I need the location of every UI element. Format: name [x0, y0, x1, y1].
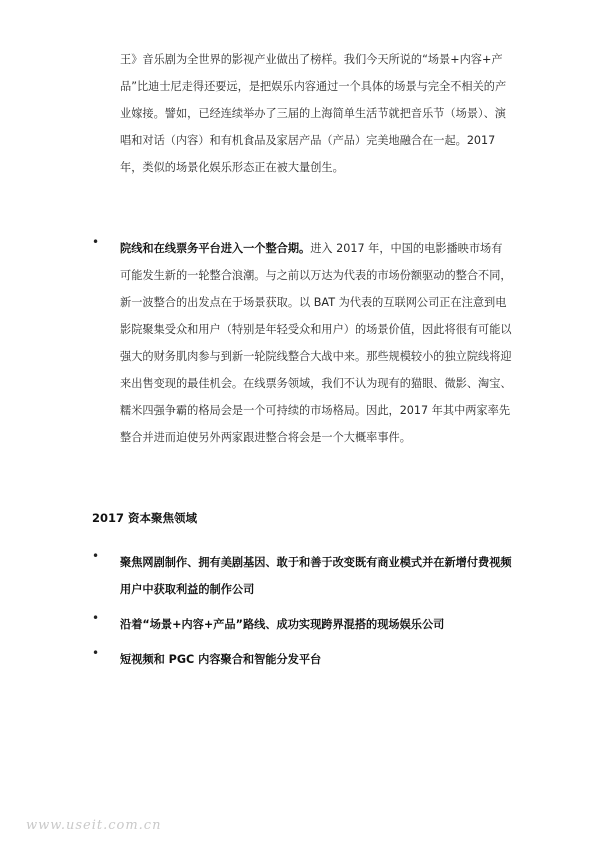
focus-item-3: 短视频和 PGC 内容聚合和智能分发平台 — [120, 653, 322, 666]
section-title: 2017 资本聚焦领域 — [92, 511, 198, 525]
focus-item-1: 聚焦网剧制作、拥有美剧基因、敢于和善于改变既有商业模式并在新增付费视频用户中获取利益的制作公司 — [120, 556, 512, 596]
continuation-paragraph: 王》音乐剧为全世界的影视产业做出了榜样。我们今天所说的“场景+内容+产品”比迪士尼走得还要远，是把娱乐内容通过一个具体的场景与完全不相关的产业嫁接。譬如，已经连续举办了三届的上海简单生活节就把音乐节（场景）、演唱和对话（内容）和有机食品及家居产品（产品）完美地融合在一起。2017 年，类似的场景化娱乐形态正在被大量创生。 — [120, 53, 507, 174]
focus-item-2: 沿着“场景+内容+产品”路线、成功实现跨界混搭的现场娱乐公司 — [120, 618, 445, 631]
watermark: www.useit.com.cn — [26, 818, 162, 833]
bullet-marker: • — [92, 611, 100, 625]
cinema-bullet-body: 进入 2017 年，中国的电影播映市场有可能发生新的一轮整合浪潮。与之前以万达为代表的市场份额驱动的整合不同，新一波整合的出发点在于场景获取。以 BAT 为代表的互联网公司正在注意到电影院聚集受众和用户（特别是年轻受众和用户）的场景价值，因此将很有可能以强大的财务肌肉参与到新一轮院线整合大战中来。那些规模较小的独立院线将迎来出售变现的最佳机会。在线票务领域，我们不认为现有的猫眼、微影、淘宝、糯米四强争霸的格局会是一个可持续的市场格局。因此，2017 年其中两家率先整合并进而迫使另外两家跟进整合将会是一个大概率事件。 — [120, 242, 512, 444]
cinema-bullet-heading: 院线和在线票务平台进入一个整合期。 — [120, 242, 311, 255]
cinema-bullet-paragraph — [120, 235, 512, 451]
bullet-marker: • — [92, 646, 100, 660]
bullet-marker: • — [92, 549, 100, 563]
bullet-marker: • — [92, 235, 100, 249]
